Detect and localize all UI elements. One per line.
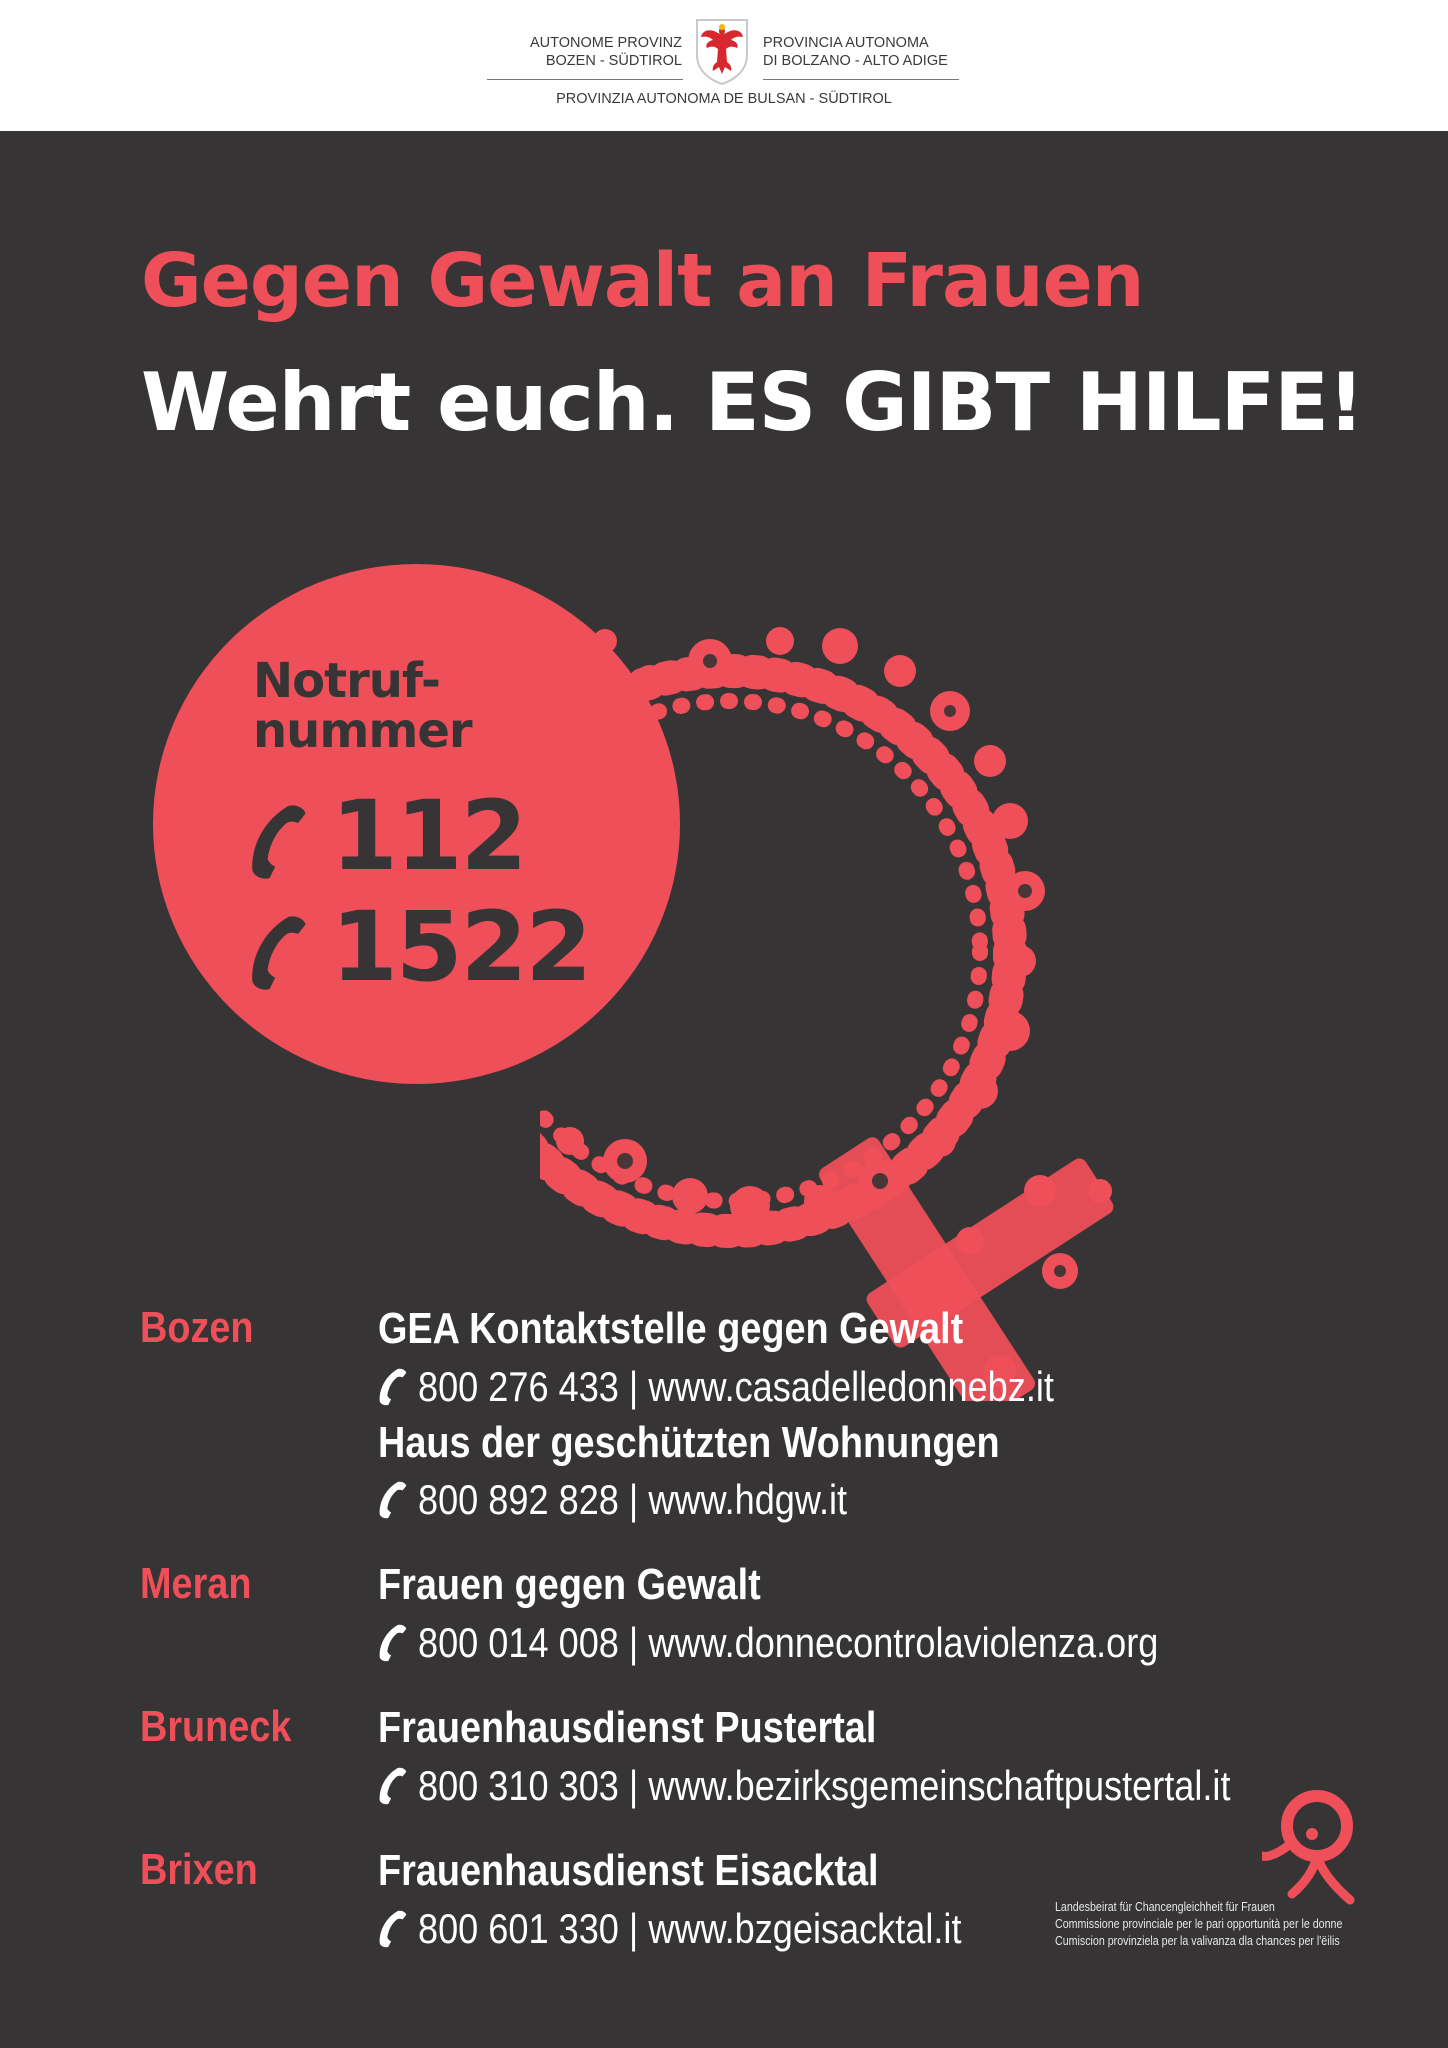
commission-name: Landesbeirat für Chancengleichheit für Frauen Commissione provinciale per le pari opportunità per le donne Cumiscion provinziela per la valivanza dla chances per l'ëilis (1055, 1899, 1343, 1948)
eagle-shield-icon (694, 17, 750, 85)
header-divider-left (487, 79, 683, 80)
emergency-number-circle (153, 564, 680, 1084)
province-name-ladin: PROVINZIA AUTONOMA DE BULSAN - SÜDTIROL (556, 91, 892, 107)
phone-and-website: 800 014 008 | www.donnecontrolaviolenza.org (418, 1619, 1159, 1666)
service-name: Frauenhausdienst Pustertal (378, 1703, 877, 1752)
phone-icon (378, 1767, 408, 1805)
phone-icon (378, 1910, 408, 1948)
province-name-italian: PROVINCIA AUTONOMA DI BOLZANO - ALTO ADIGE (763, 35, 948, 69)
phone-icon (378, 1624, 408, 1662)
service-name: Frauen gegen Gewalt (378, 1560, 761, 1609)
phone-and-website: 800 310 303 | www.bezirksgemeinschaftpustertal.it (418, 1762, 1231, 1809)
header-divider-right (763, 79, 959, 80)
service-name: Frauenhausdienst Eisacktal (378, 1846, 879, 1895)
city-bozen: Bozen (140, 1303, 254, 1352)
emergency-number: 1522 (331, 891, 591, 1003)
government-header (0, 0, 1448, 131)
poster-body (0, 131, 1448, 2048)
phone-and-website: 800 276 433 | www.casadelledonnebz.it (418, 1363, 1054, 1410)
phone-icon (378, 1368, 408, 1406)
phone-and-website: 800 892 828 | www.hdgw.it (418, 1476, 848, 1523)
service-name: GEA Kontaktstelle gegen Gewalt (378, 1304, 964, 1353)
emergency-label: Notruf- nummer (253, 653, 472, 759)
phone-and-website: 800 601 330 | www.bzgeisacktal.it (418, 1905, 962, 1952)
emergency-number: 112 (331, 780, 526, 892)
city-bruneck: Bruneck (140, 1702, 292, 1751)
city-brixen: Brixen (140, 1845, 258, 1894)
city-meran: Meran (140, 1559, 252, 1608)
province-name-german: AUTONOME PROVINZ BOZEN - SÜDTIROL (530, 35, 682, 69)
service-name: Haus der geschützten Wohnungen (378, 1418, 1000, 1467)
headline-title: Gegen Gewalt an Frauen (141, 238, 1144, 324)
phone-icon (249, 804, 309, 880)
female-symbol-ribbon-logo (1262, 1782, 1357, 1907)
phone-icon (378, 1481, 408, 1519)
headline-subtitle: Wehrt euch. ES GIBT HILFE! (141, 356, 1364, 449)
phone-icon (249, 915, 309, 991)
